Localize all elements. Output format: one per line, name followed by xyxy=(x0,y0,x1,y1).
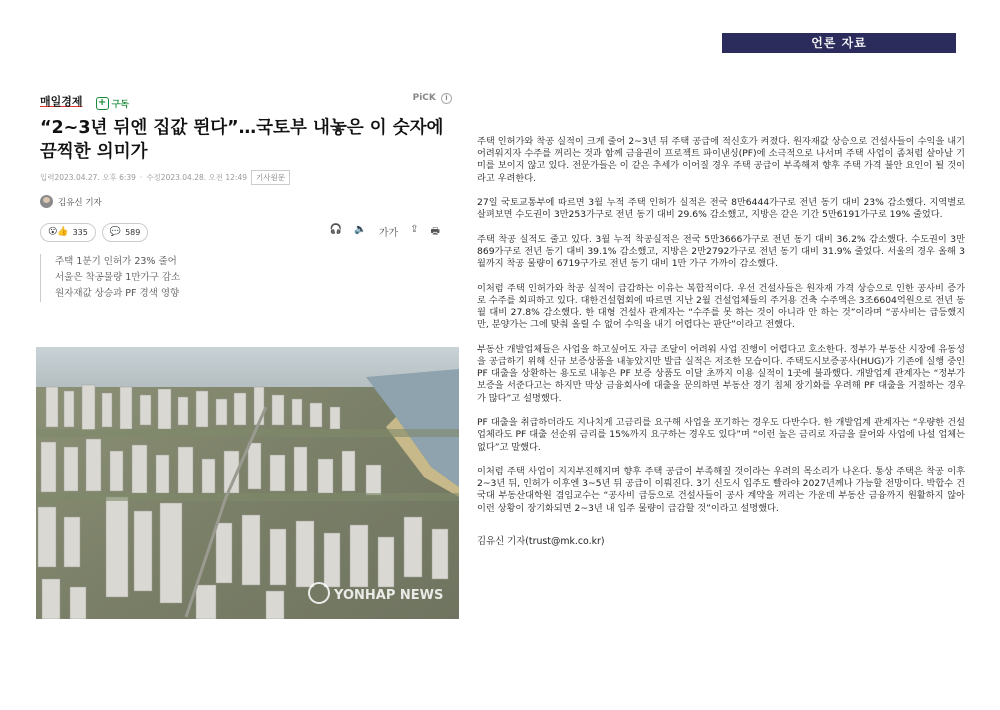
body-paragraph: PF 대출을 취급하더라도 지나치게 고금리를 요구해 사업을 포기하는 경우도 다반수다. 한 개발업계 관계자는 “우량한 건설업체라도 PF 대출 선순위 금리를 15%까지 요구하는 경우도 있다”며 “이런 높은 금리로 자금을 끌어와 사업에 나설 업체는 없다”고 말했다. xyxy=(477,417,965,453)
share-icon[interactable]: ⇪ xyxy=(410,224,419,235)
listen-icon[interactable]: 🎧 xyxy=(329,224,343,235)
article-body xyxy=(477,136,965,548)
article-header xyxy=(40,90,460,302)
body-paragraph: 27일 국토교통부에 따르면 3월 누적 주택 인허가 실적은 전국 8만6444가구로 전년 동기 대비 23% 감소했다. 지역별로 살펴보면 수도권이 3만253가구로 전년 동기 대비 29.6% 감소했고, 지방은 같은 기간 5만6191가구로 19% 줄었다. xyxy=(477,197,965,221)
reaction-emoji-icon: 😮👍 xyxy=(48,227,69,237)
summary-item: 원자재값 상승과 PF 경색 영향 xyxy=(55,288,180,299)
article-timestamps xyxy=(40,170,460,185)
speaker-icon[interactable]: 🔈 xyxy=(354,224,367,235)
summary-item: 주택 1분기 인허가 23% 줄어 xyxy=(55,256,177,267)
comment-icon: 💬 xyxy=(109,227,122,237)
body-paragraph: 주택 인허가와 착공 실적이 크게 줄어 2~3년 뒤 주택 공급에 적신호가 켜졌다. 원자재값 상승으로 건설사들이 수익을 내기 어려워지자 수주를 꺼리는 것과 함께 금융권이 프로젝트 파이낸싱(PF)에 소극적으로 나서며 주택 사업이 좀처럼 살아날 기미를 보이지 않고 있다. 전문가들은 이 같은 추세가 이어질 경우 주택 공급이 부족해져 향후 주택 가격 불안 요인이 될 것이라고 우려한다. xyxy=(477,136,965,184)
pick-label[interactable]: PiCK i xyxy=(413,93,452,104)
publisher-bar xyxy=(40,90,460,110)
plus-icon: + xyxy=(96,97,109,110)
body-paragraph: 주택 착공 실적도 줄고 있다. 3월 누적 착공실적은 전국 5만3666가구로 전년 동기 대비 36.2% 감소했다. 수도권이 3만869가구로 전년 동기 대비 39.1% 감소했고, 지방은 2만2792가구로 전년 동기 대비 31.9% 줄었다. 서울의 경우 올해 3월까지 착공 물량이 6719구가로 전년 동기 대비 1만 가구 가까이 감소했다. xyxy=(477,233,965,270)
subscribe-button[interactable] xyxy=(96,97,129,110)
original-article-button[interactable]: 기사원문 xyxy=(251,170,290,185)
input-time: 입력2023.04.27. 오후 6:39 xyxy=(40,173,136,182)
article-headline: “2~3년 뒤엔 집값 뛴다”…국토부 내놓은 이 숫자에 끔찍한 의미가 xyxy=(40,118,444,162)
photo-watermark: YONHAP NEWS xyxy=(334,588,444,603)
reporter-info[interactable] xyxy=(40,195,460,208)
edit-time: 수정2023.04.28. 오전 12:49 xyxy=(146,173,247,182)
print-icon[interactable]: 🖶 xyxy=(430,226,440,237)
comment-button[interactable] xyxy=(102,223,149,242)
article-photo xyxy=(36,347,459,619)
reaction-button[interactable] xyxy=(40,223,96,242)
reaction-count: 335 xyxy=(72,227,88,237)
article-summary xyxy=(40,254,460,302)
reporter-avatar xyxy=(40,195,53,208)
body-paragraph: 이처럼 주택 사업이 지지부진해지며 향후 주택 공급이 부족해질 것이라는 우려의 목소리가 나온다. 통상 주택은 착공 이후 2~3년 뒤, 인허가 이후엔 3~5년 뒤 공급이 이뤄진다. 3기 신도시 입주도 빨라야 2027년께나 가능할 전망이다. 박합수 건국대 부동산대학원 겸임교수는 “공사비 급등으로 건설사들이 공사 계약을 꺼리는 가운데 부동산 금융까지 원활하지 않아 이런 상황이 장기화되면 2~3년 내 입주 물량이 급감할 것”이라고 설명했다. xyxy=(477,466,965,514)
summary-item: 서울은 착공물량 1만가구 감소 xyxy=(55,272,181,283)
meta-separator: · xyxy=(139,173,143,182)
press-release-badge: 언론 자료 xyxy=(722,33,956,53)
article-toolbar xyxy=(40,222,460,242)
city-aerial-image xyxy=(36,347,459,619)
subscribe-label: 구독 xyxy=(111,100,129,110)
publisher-logo[interactable]: 매일경제 xyxy=(40,95,83,108)
info-icon: i xyxy=(441,93,452,104)
body-paragraph: 부동산 개발업체들은 사업을 하고싶어도 자금 조달이 어려워 사업 진행이 어렵다고 호소한다. 정부가 부동산 시장에 유동성을 공급하기 위해 신규 보증상품을 내놓았지만 발급 실적은 저조한 모습이다. 주택도시보증공사(HUG)가 기존에 실행 중인 PF 대출을 상환하는 용도로 내놓은 PF 보증 상품도 이달 초까지 이용 실적이 1곳에 불과했다. 개발업계 관계자는 “정부가 보증을 서준다고는 하지만 막상 금융회사에 대출을 문의하면 부동산 경기 침체 장기화를 우려해 PF 대출을 거절하는 경우가 많다”고 설명했다. xyxy=(477,343,965,404)
article-byline: 김유신 기자(trust@mk.co.kr) xyxy=(477,535,605,547)
article-tools xyxy=(330,224,440,241)
comment-count: 589 xyxy=(125,227,141,237)
body-paragraph: 이처럼 주택 인허가와 착공 실적이 급감하는 이유는 복합적이다. 우선 건설사들은 원자재 가격 상승으로 인한 공사비 증가로 수주를 회피하고 있다. 대한건설협회에 따르면 지난 2월 건설업체들의 주거용 건축 수주액은 3조6604억원으로 전년 동월 대비 27.8% 감소했다. 한 대형 건설사 관계자는 “수주를 못 하는 것이 아니라 안 하는 것”이라며 “공사비는 급등했지만, 분양가는 그에 맞춰 올릴 수 없어 수익을 내기 어렵다는 판단”이라고 전했다. xyxy=(477,282,965,331)
font-size-icon[interactable]: 가가 xyxy=(378,228,399,239)
reporter-name: 김유신 기자 xyxy=(58,197,102,208)
